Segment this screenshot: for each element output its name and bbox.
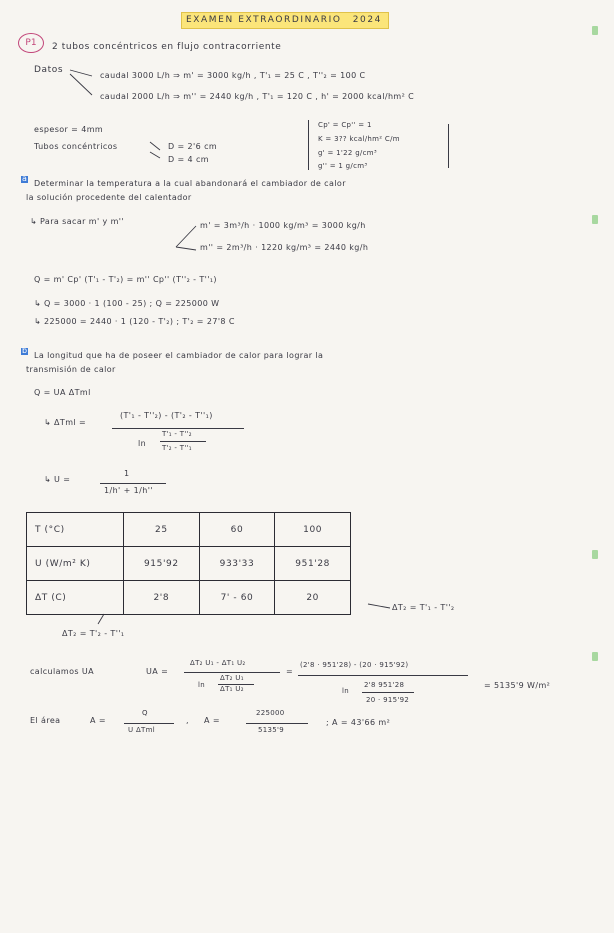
energy-balance: Q = m' Cp' (T'₁ - T'₂) = m'' Cp'' (T''₂ - T''₁): [34, 275, 217, 284]
area-label: El área: [30, 716, 61, 725]
delta-t2-note: ΔT₂ = T'₁ - T''₂: [392, 603, 455, 612]
u-denominator: 1/h' + 1/h'': [104, 486, 153, 495]
table-cell: 20: [275, 581, 351, 615]
table-cell: T (°C): [27, 513, 124, 547]
part-a-question-2: la solución procedente del calentador: [26, 193, 192, 202]
dtml-inner-bar: [160, 441, 206, 442]
ua-f2-inner-bar: [362, 692, 414, 693]
ua-f1-inner-num: ΔT₂ U₁: [220, 674, 244, 682]
table-row: [27, 581, 351, 615]
ua-f1-bar: [184, 672, 280, 673]
table-cell: 100: [275, 513, 351, 547]
ua-result: = 5135'9 W/m²: [484, 681, 551, 690]
area-def-lhs: A =: [90, 716, 106, 725]
props-bracket-right: [448, 124, 449, 168]
area-def-bar: [124, 723, 174, 724]
table-cell: 915'92: [124, 547, 200, 581]
table-cell: 951'28: [275, 547, 351, 581]
part-a-question-1: Determinar la temperatura a la cual abandonará el cambiador de calor: [34, 179, 346, 188]
area-def-denominator: U ΔTml: [128, 726, 155, 734]
table-cell: U (W/m² K): [27, 547, 124, 581]
table-cell: 60: [199, 513, 275, 547]
ua-lhs: UA =: [146, 667, 169, 676]
prop-cp: Cp' = Cp'' = 1: [318, 121, 372, 129]
datos-label: Datos: [34, 65, 64, 75]
part-a-hint: ↳ Para sacar m' y m'': [30, 217, 124, 226]
exam-title: EXAMEN EXTRAORDINARIO: [186, 15, 342, 25]
table-row: [27, 513, 351, 547]
u-fraction-bar: [100, 483, 166, 484]
ua-f1-ln: ln: [198, 681, 205, 689]
part-b-letter: b: [22, 346, 28, 355]
area-value-bar: [246, 723, 308, 724]
table-cell: ΔT (C): [27, 581, 124, 615]
dtml-inner-numerator: T'₁ - T''₂: [162, 430, 192, 438]
part-b-question-2: transmisión de calor: [26, 365, 116, 374]
outlet-temp: ↳ 225000 = 2440 · 1 (120 - T'₂) ; T'₂ = 27'8 C: [34, 317, 235, 326]
diameter-1: D = 2'6 cm: [168, 142, 218, 151]
espesor: espesor = 4mm: [34, 125, 104, 134]
dtml-lhs: ↳ ΔTml =: [44, 418, 87, 427]
calc-label: calculamos UA: [30, 667, 95, 676]
exam-year: 2024: [352, 15, 382, 25]
area-value-denominator: 5135'9: [258, 726, 284, 734]
ua-f2-inner-den: 20 · 915'92: [366, 696, 410, 704]
heat-q: ↳ Q = 3000 · 1 (100 - 25) ; Q = 225000 W: [34, 299, 220, 308]
table-cell: 25: [124, 513, 200, 547]
dtml-numerator: (T'₁ - T''₂) - (T'₂ - T''₁): [120, 411, 213, 420]
table-cell: 933'33: [199, 547, 275, 581]
ua-f2-bar: [298, 675, 468, 676]
ua-f1-inner-den: ΔT₁ U₂: [220, 685, 244, 693]
part-a-letter: a: [22, 174, 28, 183]
data-table: [26, 512, 351, 615]
delta-t1-note: ΔT₂ = T'₂ - T''₁: [62, 629, 125, 638]
datos-line-2: caudal 2000 L/h ⇒ m'' = 2440 kg/h , T'₁ = 120 C , h' = 2000 kcal/hm² C: [100, 92, 415, 101]
margin-mark: [592, 215, 598, 224]
mass-flow-2: m'' = 2m³/h · 1220 kg/m³ = 2440 kg/h: [200, 243, 369, 252]
q-equals-ua: Q = UA ΔTml: [34, 388, 91, 397]
table-cell: 7' - 60: [199, 581, 275, 615]
area-value-numerator: 225000: [256, 709, 285, 717]
area-separator: ,: [186, 716, 189, 725]
prop-rho1: g' = 1'22 g/cm³: [318, 149, 377, 157]
ua-f2-inner-num: 2'8 951'28: [364, 681, 405, 689]
u-numerator: 1: [124, 469, 130, 478]
datos-line-1: caudal 3000 L/h ⇒ m' = 3000 kg/h , T'₁ = 25 C , T''₂ = 100 C: [100, 71, 366, 80]
table-row: [27, 547, 351, 581]
part-b-question-1: La longitud que ha de poseer el cambiador de calor para lograr la: [34, 351, 324, 360]
mass-flow-1: m' = 3m³/h · 1000 kg/m³ = 3000 kg/h: [200, 221, 366, 230]
margin-mark: [592, 550, 598, 559]
problem-label: P1: [18, 33, 44, 53]
ua-f2-numerator: (2'8 · 951'28) - (20 · 915'92): [300, 661, 409, 669]
dtml-ln: ln: [138, 439, 147, 448]
prop-rho2: g'' = 1 g/cm³: [318, 162, 368, 170]
props-bracket-left: [308, 120, 309, 170]
area-value-lhs: A =: [204, 716, 220, 725]
area-result: ; A = 43'66 m²: [326, 718, 391, 727]
dtml-inner-denominator: T'₂ - T''₁: [162, 444, 192, 452]
dtml-fraction-bar: [112, 428, 244, 429]
u-lhs: ↳ U =: [44, 475, 71, 484]
ua-f2-ln: ln: [342, 687, 349, 695]
margin-mark: [592, 26, 598, 35]
problem-statement: 2 tubos concéntricos en flujo contracorriente: [52, 42, 282, 52]
prop-k: K = 3?? kcal/hm² C/m: [318, 135, 400, 143]
tubos-concentricos: Tubos concéntricos: [34, 142, 118, 151]
table-cell: 2'8: [124, 581, 200, 615]
diameter-2: D = 4 cm: [168, 155, 209, 164]
ua-f1-numerator: ΔT₂ U₁ - ΔT₁ U₂: [190, 659, 246, 667]
margin-mark: [592, 652, 598, 661]
area-def-numerator: Q: [142, 709, 148, 717]
